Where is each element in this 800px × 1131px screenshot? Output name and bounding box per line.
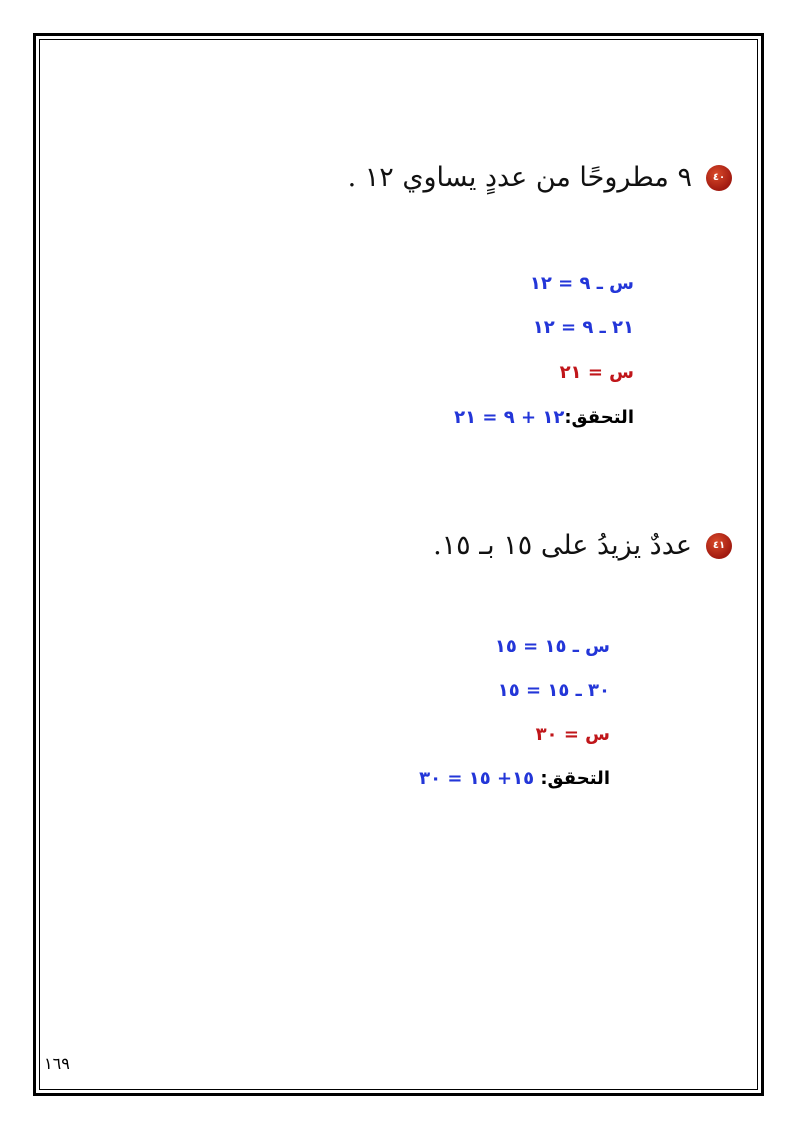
equation-line-2: ٢١ ـ ٩ = ١٢ — [532, 317, 634, 338]
equation-line-1: س ـ ١٥ = ١٥ — [494, 636, 610, 657]
problem-number-badge: ٤٠ — [706, 165, 732, 191]
page-number: ١٦٩ — [44, 1054, 70, 1073]
verification-label: التحقق: — [564, 407, 634, 428]
problem-statement: ٩ مطروحًا من عددٍ يساوي ١٢ . — [347, 162, 692, 193]
problem-statement: عددٌ يزيدُ على ١٥ بـ ١٥. — [433, 530, 692, 561]
answer-line: س = ٣٠ — [535, 724, 610, 745]
verification-line — [419, 768, 610, 789]
problem-number-badge: ٤١ — [706, 533, 732, 559]
verification-line — [454, 407, 634, 428]
equation-line-2: ٣٠ ـ ١٥ = ١٥ — [497, 680, 610, 701]
verification-equation: ١٢ + ٩ = ٢١ — [454, 407, 565, 428]
equation-line-1: س ـ ٩ = ١٢ — [529, 273, 634, 294]
page-border-inner — [39, 39, 758, 1090]
verification-equation: ١٥+ ١٥ = ٣٠ — [419, 768, 541, 789]
problem-40 — [348, 162, 732, 193]
answer-line: س = ٢١ — [559, 362, 634, 383]
problem-41 — [433, 530, 732, 561]
verification-label: التحقق: — [540, 768, 610, 789]
